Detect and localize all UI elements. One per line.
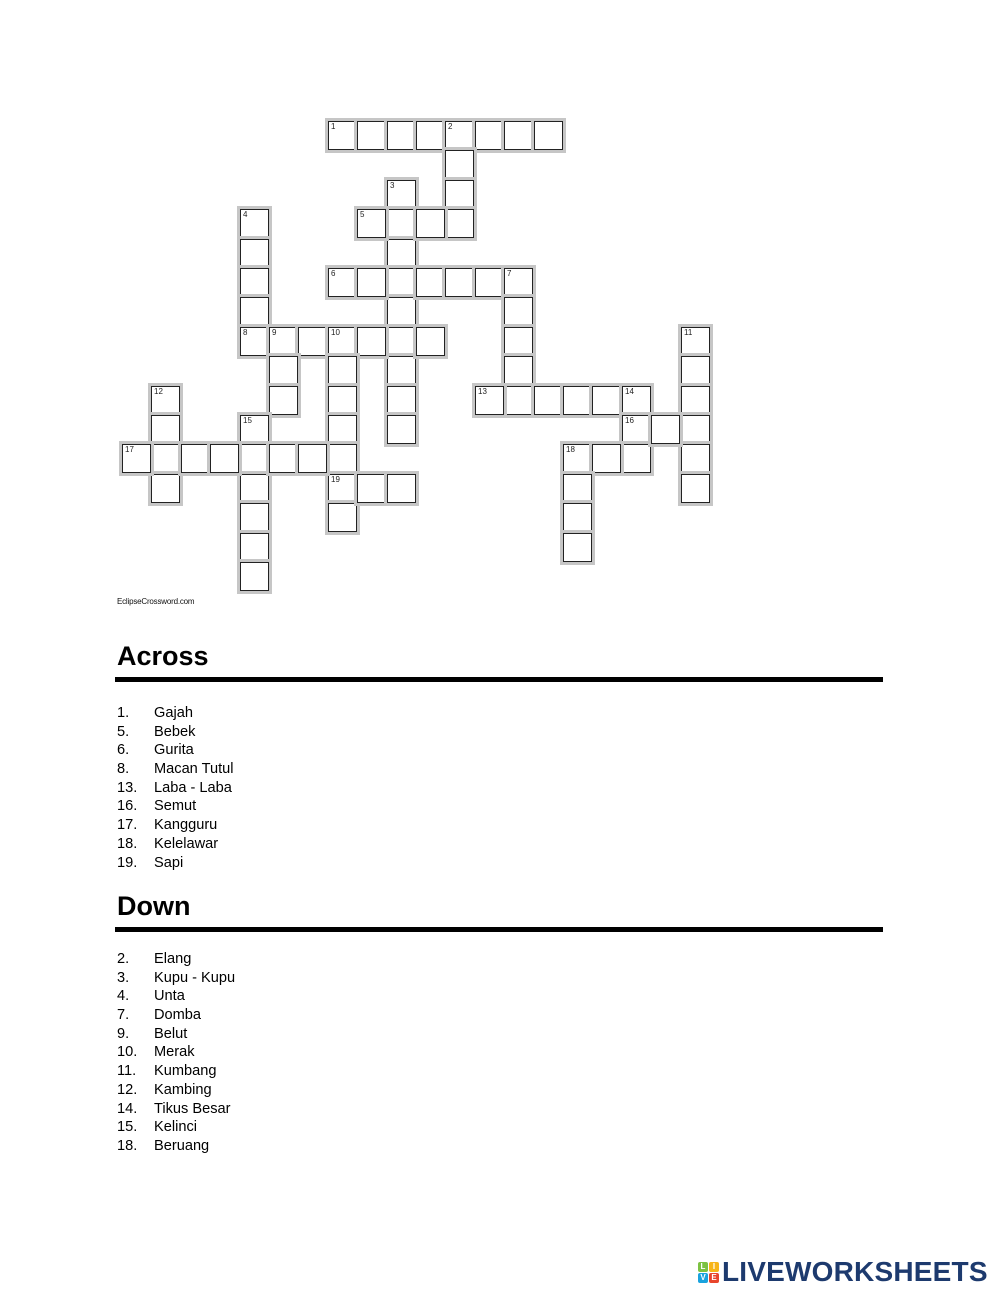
crossword-cell[interactable]	[563, 474, 592, 503]
logo-text: LIVEWORKSHEETS	[722, 1256, 988, 1287]
crossword-cell[interactable]	[592, 444, 621, 473]
logo-letter: E	[709, 1273, 719, 1283]
logo-letter: I	[709, 1262, 719, 1272]
clue-number-label: 16.	[117, 798, 138, 815]
clue-number-label: 5.	[117, 723, 130, 740]
clue-text: Kumbang	[154, 1063, 217, 1080]
clue-number-label: 4.	[117, 988, 130, 1005]
crossword-cell[interactable]	[681, 474, 710, 503]
crossword-cell[interactable]	[328, 356, 357, 385]
clue-number-label: 15.	[117, 1119, 138, 1136]
clue-number-label: 8.	[117, 761, 130, 778]
credit-text: EclipseCrossword.com	[117, 597, 195, 606]
clue-number: 17	[125, 445, 134, 454]
crossword-cell[interactable]	[151, 444, 180, 473]
crossword-cell[interactable]	[387, 121, 416, 150]
crossword-cell[interactable]	[416, 327, 445, 356]
crossword-cell[interactable]	[622, 444, 651, 473]
across-rule	[115, 677, 883, 682]
crossword-cell[interactable]	[387, 297, 416, 326]
clue-text: Elang	[154, 951, 192, 967]
crossword-cell[interactable]	[681, 444, 710, 473]
clue-number: 2	[448, 122, 453, 131]
liveworksheets-logo[interactable]	[698, 1256, 988, 1288]
crossword-cell[interactable]	[504, 297, 533, 326]
crossword-cell[interactable]	[122, 444, 151, 473]
crossword-cell[interactable]	[504, 356, 533, 385]
across-heading: Across	[117, 641, 209, 671]
crossword-cell[interactable]	[504, 327, 533, 356]
crossword-grid	[0, 0, 1000, 640]
crossword-cell[interactable]	[387, 180, 416, 209]
live-mark-icon	[698, 1262, 719, 1283]
crossword-cell[interactable]	[416, 268, 445, 297]
crossword-cell[interactable]	[681, 386, 710, 415]
clue-number: 12	[154, 387, 163, 396]
crossword-cell[interactable]	[475, 121, 504, 150]
crossword-cell[interactable]	[240, 415, 269, 444]
crossword-cell[interactable]	[563, 444, 592, 473]
clue-number: 11	[684, 328, 693, 337]
crossword-cell[interactable]	[416, 121, 445, 150]
crossword-cell[interactable]	[651, 415, 680, 444]
clue-text: Belut	[154, 1025, 188, 1042]
crossword-cell[interactable]	[328, 444, 357, 473]
crossword-cell[interactable]	[328, 415, 357, 444]
clue-number-label: 2.	[117, 951, 130, 967]
clue-text: Kambing	[154, 1081, 212, 1098]
clue-number-label: 17.	[117, 817, 138, 834]
logo-letter: V	[698, 1273, 708, 1283]
crossword-cell[interactable]	[240, 562, 269, 591]
crossword-cell[interactable]	[445, 180, 474, 209]
clue-number-label: 19.	[117, 854, 138, 871]
clue-number-label: 9.	[117, 1025, 130, 1042]
crossword-cell[interactable]	[475, 268, 504, 297]
crossword-cell[interactable]	[328, 327, 357, 356]
crossword-cell[interactable]	[357, 327, 386, 356]
crossword-cell[interactable]	[681, 327, 710, 356]
clue-text: Macan Tutul	[154, 761, 234, 778]
crossword-cell[interactable]	[151, 474, 180, 503]
crossword-cell[interactable]	[328, 474, 357, 503]
crossword-cell[interactable]	[681, 415, 710, 444]
crossword-cell[interactable]	[445, 268, 474, 297]
clue-number: 14	[625, 387, 634, 396]
clue-text: Tikus Besar	[154, 1100, 231, 1117]
clue-number: 4	[243, 210, 248, 219]
clue-number: 18	[566, 445, 575, 454]
clue-number-label: 14.	[117, 1100, 138, 1117]
clue-text: Unta	[154, 988, 185, 1005]
clue-number-label: 7.	[117, 1007, 130, 1024]
crossword-cell[interactable]	[240, 533, 269, 562]
crossword-cell[interactable]	[387, 209, 416, 238]
crossword-cell[interactable]	[445, 150, 474, 179]
crossword-cell[interactable]	[504, 386, 533, 415]
clue-text: Semut	[154, 798, 197, 815]
clue-number-label: 18.	[117, 1137, 138, 1154]
clue-text: Kelinci	[154, 1119, 197, 1136]
crossword-cell[interactable]	[298, 327, 327, 356]
clue-number: 15	[243, 416, 252, 425]
down-rule	[115, 927, 883, 932]
crossword-cell[interactable]	[387, 327, 416, 356]
clue-text: Sapi	[154, 854, 184, 871]
clue-number-label: 12.	[117, 1081, 138, 1098]
crossword-cell[interactable]	[240, 444, 269, 473]
clue-number-label: 10.	[117, 1044, 138, 1061]
clue-number-label: 1.	[117, 705, 130, 721]
clue-number: 5	[360, 210, 365, 219]
clue-number: 8	[243, 328, 248, 337]
crossword-cell[interactable]	[387, 415, 416, 444]
crossword-cell[interactable]	[563, 386, 592, 415]
crossword-cell[interactable]	[269, 444, 298, 473]
crossword-cell[interactable]	[445, 121, 474, 150]
clue-text: Beruang	[154, 1137, 210, 1154]
clue-number-label: 13.	[117, 779, 138, 796]
logo-letter: L	[698, 1262, 708, 1272]
clue-text: Kupu - Kupu	[154, 969, 236, 986]
clue-text: Gajah	[154, 705, 193, 721]
crossword-cell[interactable]	[240, 239, 269, 268]
crossword-cell[interactable]	[151, 415, 180, 444]
crossword-cell[interactable]	[328, 386, 357, 415]
crossword-cell[interactable]	[357, 121, 386, 150]
crossword-cell[interactable]	[475, 386, 504, 415]
crossword-cell[interactable]	[387, 239, 416, 268]
crossword-cell[interactable]	[357, 209, 386, 238]
clue-text: Laba - Laba	[154, 779, 232, 796]
crossword-cell[interactable]	[151, 386, 180, 415]
crossword-cell[interactable]	[328, 268, 357, 297]
clue-number: 19	[331, 475, 340, 484]
crossword-cell[interactable]	[416, 209, 445, 238]
crossword-cell[interactable]	[357, 268, 386, 297]
crossword-cell[interactable]	[269, 327, 298, 356]
crossword-cell[interactable]	[622, 386, 651, 415]
crossword-cell[interactable]	[445, 209, 474, 238]
crossword-cell[interactable]	[563, 533, 592, 562]
clue-number: 7	[507, 269, 512, 278]
crossword-cell[interactable]	[240, 268, 269, 297]
crossword-cell[interactable]	[328, 121, 357, 150]
crossword-cell[interactable]	[504, 121, 533, 150]
crossword-cell[interactable]	[210, 444, 239, 473]
clue-number-label: 11.	[117, 1063, 137, 1080]
clue-text: Merak	[154, 1044, 195, 1061]
crossword-cell[interactable]	[240, 474, 269, 503]
clue-number: 6	[331, 269, 336, 278]
crossword-cell[interactable]	[269, 356, 298, 385]
crossword-cell[interactable]	[240, 297, 269, 326]
crossword-cell[interactable]	[328, 503, 357, 532]
clue-number-label: 18.	[117, 835, 138, 852]
crossword-cell[interactable]	[387, 268, 416, 297]
clue-number: 10	[331, 328, 340, 337]
clue-number: 16	[625, 416, 634, 425]
crossword-cell[interactable]	[357, 474, 386, 503]
clue-text: Kelelawar	[154, 835, 219, 852]
crossword-cell[interactable]	[504, 268, 533, 297]
clue-number-label: 6.	[117, 742, 130, 759]
clue-number: 9	[272, 328, 277, 337]
crossword-cell[interactable]	[240, 327, 269, 356]
crossword-cell[interactable]	[240, 209, 269, 238]
down-heading: Down	[117, 891, 191, 921]
clue-number: 3	[390, 181, 395, 190]
crossword-cell[interactable]	[387, 386, 416, 415]
clue-number: 1	[331, 122, 336, 131]
crossword-cell[interactable]	[563, 503, 592, 532]
crossword-cell[interactable]	[269, 386, 298, 415]
crossword-cell[interactable]	[387, 356, 416, 385]
crossword-cell[interactable]	[681, 356, 710, 385]
crossword-cell[interactable]	[181, 444, 210, 473]
clue-number: 13	[478, 387, 487, 396]
clue-text: Bebek	[154, 723, 196, 740]
crossword-cell[interactable]	[298, 444, 327, 473]
crossword-cell[interactable]	[534, 121, 563, 150]
clue-text: Kangguru	[154, 817, 218, 834]
clue-number-label: 3.	[117, 969, 130, 986]
crossword-cell[interactable]	[622, 415, 651, 444]
crossword-cell[interactable]	[387, 474, 416, 503]
crossword-cell[interactable]	[534, 386, 563, 415]
clue-text: Domba	[154, 1007, 202, 1024]
crossword-cell[interactable]	[240, 503, 269, 532]
crossword-cell[interactable]	[592, 386, 621, 415]
clue-text: Gurita	[154, 742, 194, 759]
